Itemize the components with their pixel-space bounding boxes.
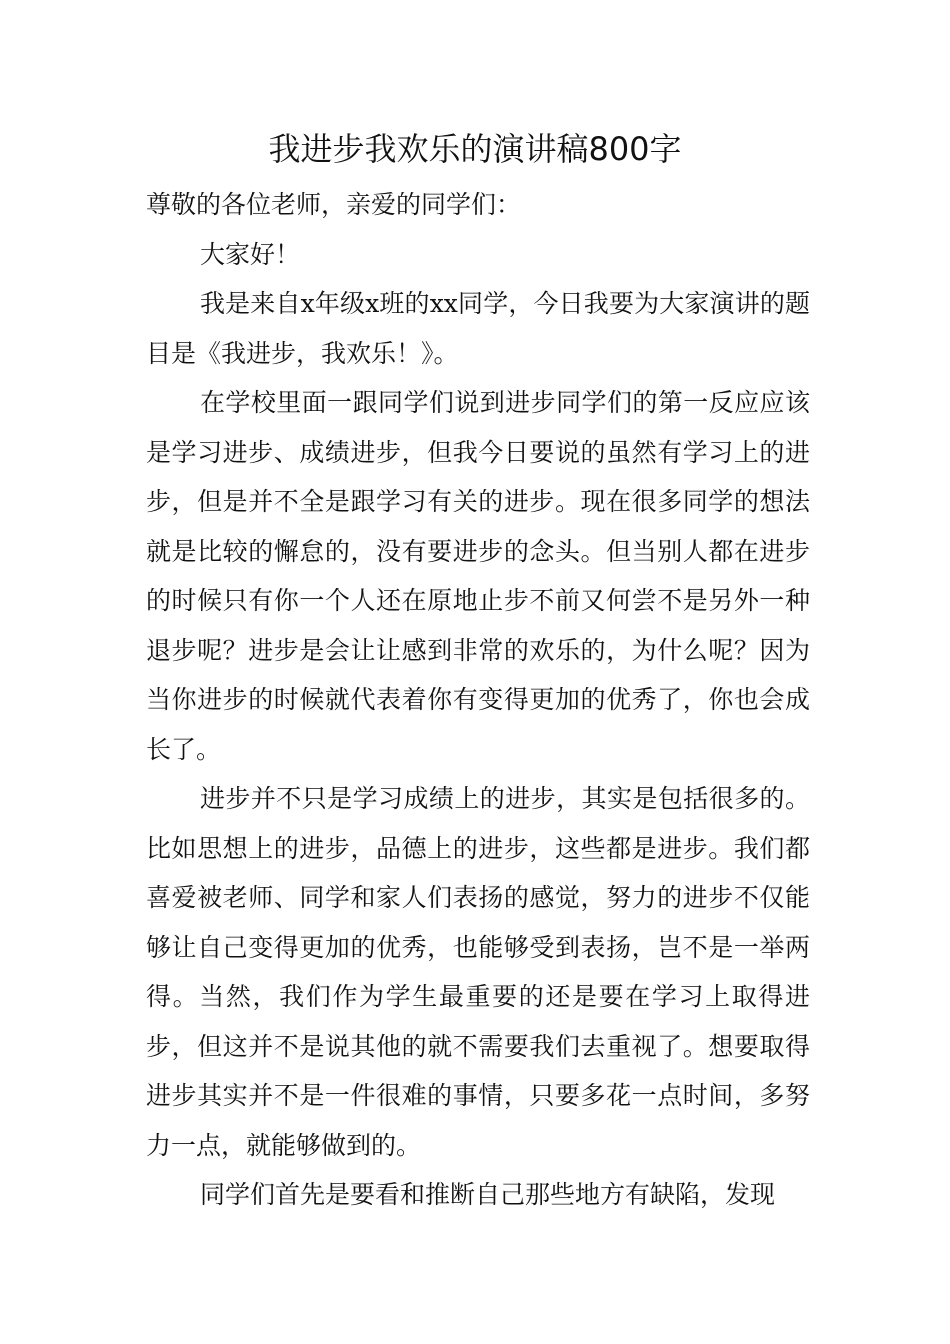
paragraph-greeting: 大家好！ xyxy=(200,239,301,269)
paragraph-first-step: 同学们首先是要看和推断自己那些地方有缺陷，发现 xyxy=(200,1180,776,1209)
salutation: 尊敬的各位老师，亲爱的同学们： xyxy=(146,190,522,219)
paragraph-introduction: 我是来自x年级x班的xx同学，今日我要为大家演讲的题目是《我进步，我欢乐！》。 xyxy=(146,289,810,368)
document-title: 我进步我欢乐的演讲稿800字 xyxy=(268,130,682,168)
document-body xyxy=(146,180,810,1220)
paragraph-progress-meaning: 在学校里面一跟同学们说到进步同学们的第一反应应该是学习进步、成绩进步，但我今日要说的虽然有学习上的进步，但是并不全是跟学习有关的进步。现在很多同学的想法就是比较的懈怠的，没有要进步的念头。但当别人都在进步的时候只有你一个人还在原地止步不前又何尝不是另外一种退步呢？进步是会让让感到非常的欢乐的，为什么呢？因为当你进步的时候就代表着你有变得更加的优秀了，你也会成长了。 xyxy=(146,388,810,764)
paragraph-progress-types: 进步并不只是学习成绩上的进步，其实是包括很多的。比如思想上的进步，品德上的进步，这些都是进步。我们都喜爱被老师、同学和家人们表扬的感觉，努力的进步不仅能够让自己变得更加的优秀，也能够受到表扬，岂不是一举两得。当然，我们作为学生最重要的还是要在学习上取得进步，但这并不是说其他的就不需要我们去重视了。想要取得进步其实并不是一件很难的事情，只要多花一点时间，多努力一点，就能够做到的。 xyxy=(146,784,810,1160)
